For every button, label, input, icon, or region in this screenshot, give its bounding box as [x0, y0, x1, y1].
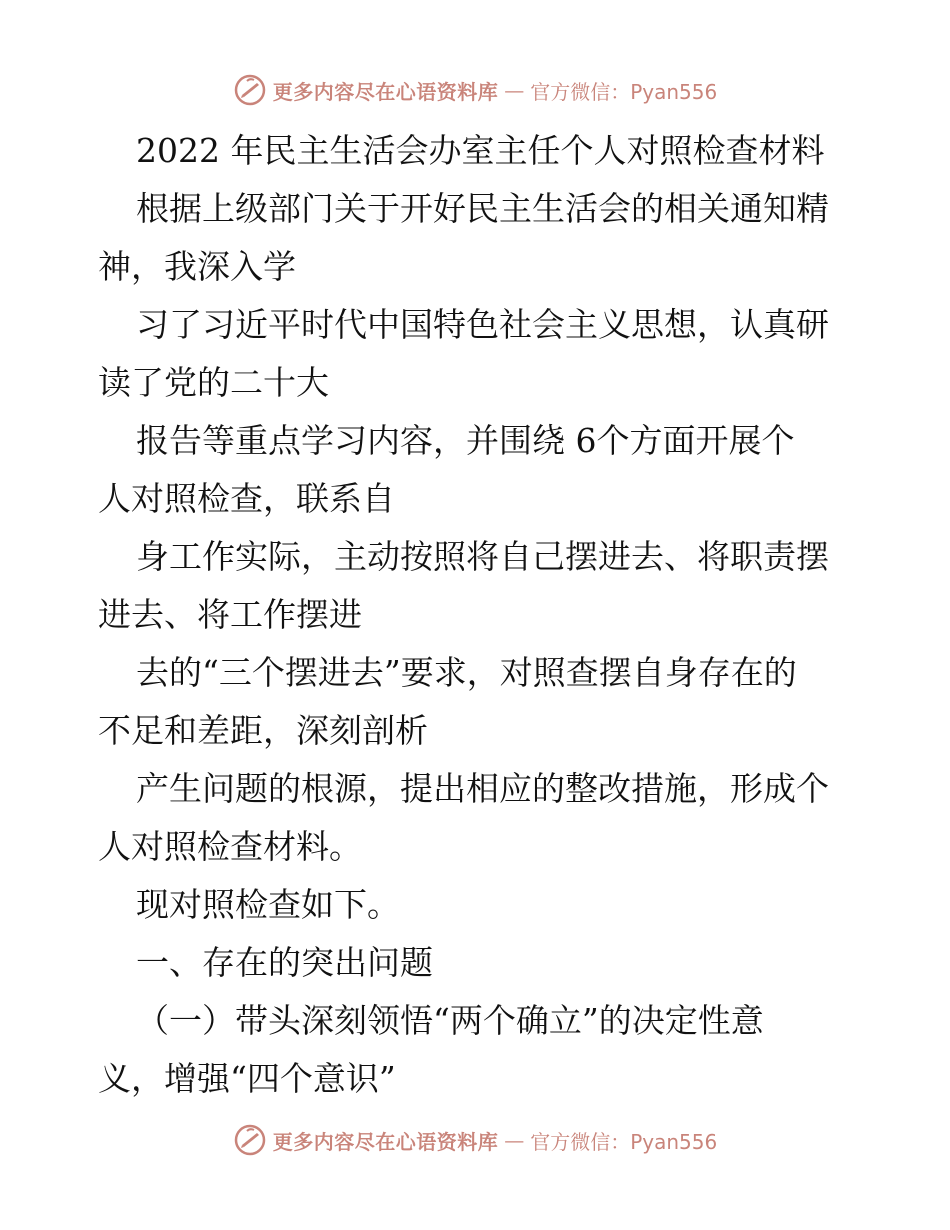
- body-line: 人对照检查材料。: [98, 827, 362, 866]
- watermark-separator: —: [504, 1128, 525, 1152]
- watermark-wechat-text: 官方微信：Pyan556: [530, 79, 718, 104]
- watermark-brand-text: 更多内容尽在心语资料库: [272, 79, 499, 104]
- section-heading: 一、存在的突出问题: [136, 943, 433, 982]
- body-line: 去的“三个摆进去”要求，对照查摆自身存在的: [136, 653, 797, 692]
- book-pen-logo-icon: [233, 1123, 267, 1157]
- body-line: 根据上级部门关于开好民主生活会的相关通知精: [136, 189, 829, 228]
- body-line: 身工作实际，主动按照将自己摆进去、将职责摆: [136, 537, 829, 576]
- watermark-separator: —: [504, 78, 525, 102]
- book-pen-logo-icon: [233, 73, 267, 107]
- watermark-footer: [0, 1120, 950, 1160]
- body-line: 现对照检查如下。: [136, 885, 400, 924]
- body-line: 报告等重点学习内容，并围绕 6个方面开展个: [136, 421, 795, 460]
- body-line: 读了党的二十大: [98, 363, 329, 402]
- document-body: [98, 122, 858, 1108]
- subsection-heading: （一）带头深刻领悟“两个确立”的决定性意: [136, 1001, 764, 1040]
- body-line: 产生问题的根源，提出相应的整改措施，形成个: [136, 769, 829, 808]
- body-line: 进去、将工作摆进: [98, 595, 362, 634]
- body-line: 习了习近平时代中国特色社会主义思想，认真研: [136, 305, 829, 344]
- body-line: 义，增强“四个意识”: [98, 1059, 396, 1098]
- body-line: 神，我深入学: [98, 247, 296, 286]
- watermark-header: [0, 70, 950, 110]
- watermark-wechat-text: 官方微信：Pyan556: [530, 1129, 718, 1154]
- watermark-brand-text: 更多内容尽在心语资料库: [272, 1129, 499, 1154]
- document-title: 2022 年民主生活会办室主任个人对照检查材料: [136, 131, 825, 170]
- body-line: 不足和差距，深刻剖析: [98, 711, 428, 750]
- body-line: 人对照检查，联系自: [98, 479, 395, 518]
